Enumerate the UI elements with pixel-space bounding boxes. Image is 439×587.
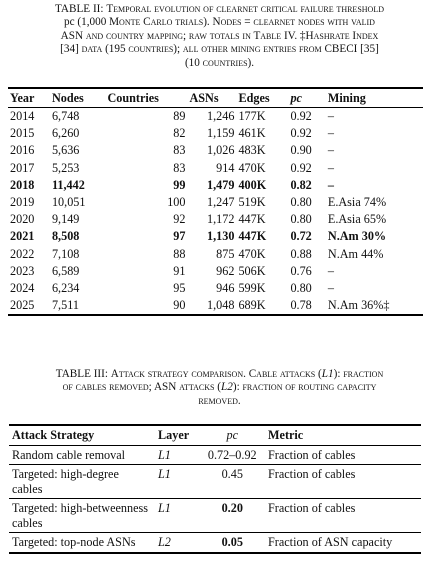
table-cell-asns: 1,172 — [207, 212, 235, 227]
table-cell-countries: 100 — [167, 195, 186, 210]
table-cell-nodes: 8,508 — [51, 229, 80, 244]
table-cell-pc: 0.20 — [199, 499, 265, 533]
column-header: Layer — [155, 425, 199, 445]
table-cell-mining: E.Asia 74% — [327, 195, 387, 210]
caption-text: Temporal evolution of clearnet critical failure threshold — [106, 3, 384, 15]
table-row — [8, 211, 423, 228]
table-cell-countries: 82 — [173, 126, 186, 141]
caption-text: removed. — [198, 394, 241, 407]
caption-text: pc (1,000 — [64, 16, 107, 29]
table-cell-nodes: 5,636 — [51, 143, 80, 158]
table-row — [8, 108, 423, 126]
column-header: Edges — [236, 88, 288, 108]
caption-text: (10 countries). — [184, 56, 255, 69]
table-cell-year: 2018 — [10, 177, 35, 192]
table-cell-strategy: Random cable removal — [9, 445, 155, 465]
table-cell-metric: Fraction of cables — [265, 499, 421, 533]
table-cell-pc: 0.72 — [290, 229, 312, 244]
table-cell-edges: 470K — [238, 246, 266, 261]
table-row — [8, 142, 423, 159]
table-cell-year: 2023 — [10, 263, 35, 278]
table-header-row — [9, 425, 421, 445]
table-cell-countries: 83 — [173, 160, 186, 175]
column-header: ASNs — [187, 88, 236, 108]
table-cell-layer: L2 — [155, 533, 199, 553]
table-cell-nodes: 5,253 — [51, 160, 80, 175]
caption-text: : fraction — [337, 368, 384, 380]
table-cell-pc: 0.76 — [290, 263, 312, 278]
table-cell-year: 2022 — [10, 246, 35, 261]
table-cell-nodes: 6,234 — [51, 280, 80, 295]
table-cell-countries: 83 — [173, 143, 186, 158]
table-cell-nodes: 9,149 — [51, 212, 80, 227]
table-cell-edges: 447K — [238, 212, 266, 227]
column-header: Mining — [326, 88, 423, 108]
table-cell-mining: – — [327, 143, 334, 158]
table-cell-nodes: 10,051 — [51, 195, 86, 210]
table-cell-pc: 0.80 — [290, 280, 312, 295]
table-row — [9, 499, 421, 533]
table-cell-layer: L1 — [155, 499, 199, 533]
table-cell-metric: Fraction of cables — [265, 445, 421, 465]
column-header: Year — [8, 88, 50, 108]
table-cell-pc: 0.78 — [288, 297, 325, 315]
table-cell-edges: 506K — [238, 263, 266, 278]
table-cell-nodes: 6,589 — [51, 263, 80, 278]
table-header-row — [8, 88, 423, 108]
table-cell-year: 2025 — [8, 297, 50, 315]
table-cell-pc: 0.92 — [290, 126, 312, 141]
table-cell-asns: 1,130 — [207, 229, 235, 244]
table-cell-edges: 177K — [238, 109, 266, 124]
caption-text: L2 — [221, 381, 233, 394]
table-row — [8, 246, 423, 263]
column-header: Metric — [265, 425, 421, 445]
table-cell-year: 2015 — [10, 126, 35, 141]
table-cell-countries: 95 — [173, 280, 186, 295]
table-cell-layer: L1 — [155, 465, 199, 499]
table-cell-countries: 92 — [173, 212, 186, 227]
column-header: Nodes — [50, 88, 105, 108]
table-cell-pc: 0.90 — [290, 143, 312, 158]
table-cell-mining: – — [327, 177, 334, 192]
table-cell-strategy: Targeted: high-degree cables — [9, 465, 155, 499]
table-cell-pc: 0.88 — [290, 246, 312, 261]
table-row — [8, 194, 423, 211]
table-cell-year: 2017 — [10, 160, 35, 175]
table-cell-mining: N.Am 36%‡ — [326, 297, 423, 315]
table-cell-asns: 914 — [216, 160, 235, 175]
caption-text: and country mapping; raw totals in Table IV. ‡Hashrate Index — [85, 29, 379, 42]
table-cell-asns: 1,048 — [187, 297, 236, 315]
table-cell-edges: 689K — [236, 297, 288, 315]
table-cell-asns: 1,159 — [207, 126, 235, 141]
table-cell-nodes: 6,260 — [51, 126, 80, 141]
table-cell-strategy: Targeted: high-betweenness cables — [9, 499, 155, 533]
table-cell-mining: N.Am 30% — [327, 229, 387, 244]
table-cell-countries: 91 — [173, 263, 186, 278]
table-cell-edges: 400K — [238, 177, 267, 192]
table-ii-caption — [6, 3, 433, 70]
table-iii-body — [9, 445, 421, 553]
column-header: pc — [199, 425, 265, 445]
table-row — [8, 177, 423, 194]
table-iii — [9, 424, 421, 554]
table-cell-mining: – — [327, 126, 334, 141]
table-cell-asns: 962 — [216, 263, 235, 278]
table-row — [8, 297, 423, 315]
table-cell-pc: 0.92 — [290, 160, 312, 175]
table-cell-layer: L1 — [155, 445, 199, 465]
table-row — [9, 445, 421, 465]
table-row — [8, 280, 423, 297]
table-cell-pc: 0.82 — [290, 177, 312, 192]
table-cell-edges: 519K — [238, 195, 266, 210]
table-cell-asns: 946 — [216, 280, 235, 295]
caption-text: ASN — [60, 29, 84, 42]
table-cell-asns: 1,246 — [207, 109, 235, 124]
table-cell-nodes: 11,442 — [51, 177, 85, 192]
caption-text: : fraction of routing capacity — [236, 381, 377, 394]
table-cell-pc: 0.80 — [290, 195, 312, 210]
table-cell-asns: 1,026 — [207, 143, 235, 158]
table-cell-edges: 470K — [238, 160, 266, 175]
table-cell-mining: E.Asia 65% — [327, 212, 387, 227]
table-cell-edges: 483K — [238, 143, 266, 158]
column-header: pc — [288, 88, 325, 108]
table-cell-mining: – — [327, 109, 334, 124]
table-cell-mining: – — [327, 160, 334, 175]
table-cell-metric: Fraction of cables — [265, 465, 421, 499]
table-cell-metric: Fraction of ASN capacity — [265, 533, 421, 553]
table-cell-edges: 447K — [238, 229, 267, 244]
table-cell-year: 2021 — [10, 229, 35, 244]
table-cell-mining: – — [327, 263, 334, 278]
table-row — [8, 160, 423, 177]
table-cell-pc: 0.92 — [290, 109, 312, 124]
table-cell-mining: – — [327, 280, 334, 295]
table-cell-pc: 0.45 — [199, 465, 265, 499]
caption-text: L1 — [321, 368, 334, 380]
table-row — [8, 125, 423, 142]
column-header: Countries — [105, 88, 187, 108]
table-cell-countries: 97 — [173, 229, 186, 244]
table-cell-year: 2019 — [10, 195, 35, 210]
table-cell-nodes: 7,108 — [51, 246, 80, 261]
table-cell-edges: 599K — [238, 280, 266, 295]
caption-text: [34] data (195 countries); all other mining entries from CBECI [35] — [60, 43, 379, 56]
table-cell-asns: 1,479 — [207, 177, 235, 192]
table-cell-year: 2020 — [10, 212, 35, 227]
table-cell-nodes: 6,748 — [51, 109, 80, 124]
caption-text: Attack strategy comparison. Cable attacks — [110, 368, 316, 380]
table-cell-countries: 88 — [173, 246, 186, 261]
table-cell-year: 2024 — [10, 280, 35, 295]
table-cell-asns: 875 — [216, 246, 235, 261]
table-row — [9, 465, 421, 499]
table-cell-strategy: Targeted: top-node ASNs — [9, 533, 155, 553]
table-row — [9, 533, 421, 553]
table-ii-label: TABLE II: — [55, 3, 104, 15]
table-iii-label: TABLE III: — [55, 368, 108, 380]
table-cell-edges: 461K — [238, 126, 266, 141]
table-cell-pc: 0.72–0.92 — [199, 445, 265, 465]
table-cell-asns: 1,247 — [207, 195, 235, 210]
table-cell-year: 2016 — [10, 143, 35, 158]
table-cell-countries: 90 — [105, 297, 187, 315]
table-cell-pc: 0.80 — [290, 212, 312, 227]
table-ii — [8, 87, 423, 316]
table-cell-mining: N.Am 44% — [327, 246, 384, 261]
caption-text: of cables removed; ASN attacks — [62, 381, 215, 394]
table-row — [8, 263, 423, 280]
column-header: Attack Strategy — [9, 425, 155, 445]
table-ii-body — [8, 108, 423, 316]
caption-text: Monte Carlo trials). Nodes = clearnet nodes with valid — [109, 16, 375, 29]
table-cell-year: 2014 — [10, 109, 35, 124]
table-cell-countries: 89 — [173, 109, 186, 124]
table-row — [8, 228, 423, 245]
table-cell-pc: 0.05 — [199, 533, 265, 553]
table-cell-countries: 99 — [173, 177, 186, 192]
table-cell-nodes: 7,511 — [50, 297, 105, 315]
table-iii-caption: TABLE III: Attack strategy comparison. Cable attacks (L1): fraction of cables removed; ASN attacks (L2): fraction of routing capacity removed. — [55, 368, 384, 407]
